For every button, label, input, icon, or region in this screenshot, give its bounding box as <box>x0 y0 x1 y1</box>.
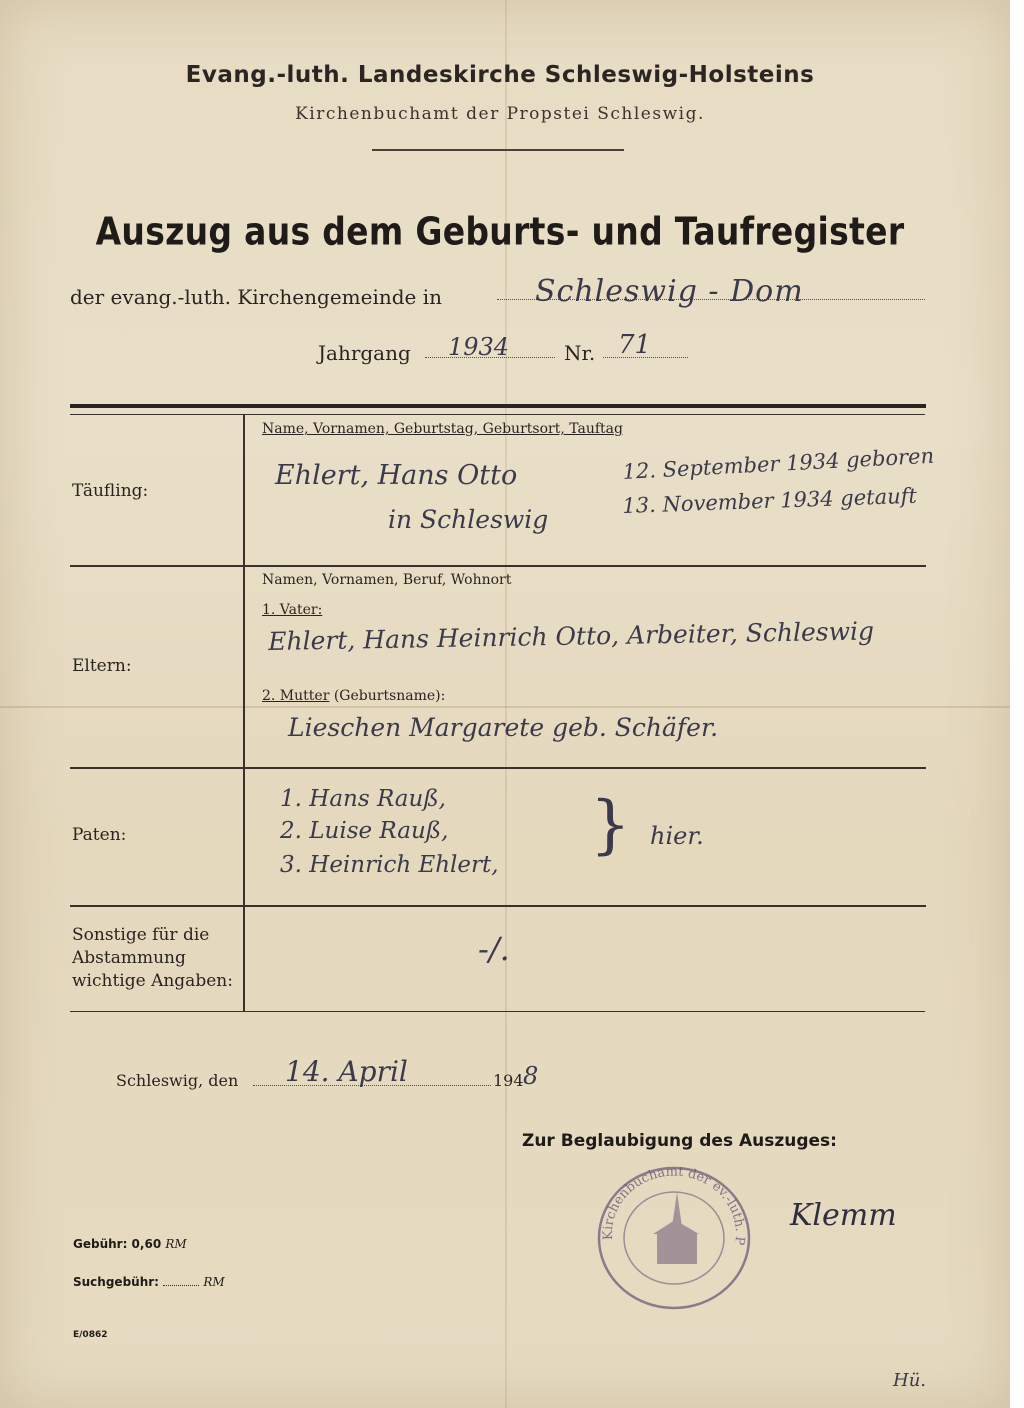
baptized-column-header: Name, Vornamen, Geburtstag, Geburtsort, Tauftag <box>262 421 623 437</box>
other-label-line: Abstammung <box>72 948 186 968</box>
table-row-divider <box>70 905 926 907</box>
godparent-item: 2. Luise Rauß, <box>280 818 449 844</box>
church-seal-stamp <box>595 1164 753 1312</box>
other-value: -/. <box>478 930 510 968</box>
parents-label: Eltern: <box>72 656 132 676</box>
year-prefix: 194 <box>493 1071 524 1090</box>
godparents-location: hier. <box>650 822 704 850</box>
mother-label-suffix: (Geburtsname): <box>333 688 446 704</box>
number-value: 71 <box>618 330 652 360</box>
baptized-label: Täufling: <box>72 481 149 501</box>
place-label: Schleswig, den <box>116 1071 239 1090</box>
search-fee-row <box>73 1275 225 1289</box>
other-label <box>72 924 233 993</box>
svg-text:Kirchenbuchamt der ev.-luth. P: Kirchenbuchamt der ev.-luth. P <box>600 1164 748 1246</box>
year-value: 1934 <box>448 333 510 361</box>
fee-label: Gebühr: 0,60 <box>73 1237 162 1251</box>
father-label: 1. Vater: <box>262 602 323 618</box>
other-label-line: wichtige Angaben: <box>72 971 233 991</box>
mother-label: 2. Mutter <box>262 688 330 704</box>
fee-row <box>73 1237 187 1251</box>
form-number: E/0862 <box>73 1330 108 1340</box>
parents-column-header: Namen, Vornamen, Beruf, Wohnort <box>262 572 512 588</box>
table-row-divider <box>70 565 926 567</box>
header-divider <box>372 149 624 151</box>
table-column-divider <box>243 414 245 1012</box>
year-label: Jahrgang <box>318 341 411 365</box>
godparent-item: 1. Hans Rauß, <box>280 786 446 812</box>
number-label: Nr. <box>564 341 596 365</box>
baptized-birth: 12. September 1934 geboren <box>622 443 935 484</box>
church-header: Evang.-luth. Landeskirche Schleswig-Holsteins <box>185 62 815 88</box>
signature: Klemm <box>790 1198 897 1233</box>
other-label-line: Sonstige für die <box>72 925 210 945</box>
godparents-label: Paten: <box>72 825 127 845</box>
table-top-rule <box>70 404 926 408</box>
table-row-divider <box>70 767 926 769</box>
parish-label: der evang.-luth. Kirchengemeinde in <box>70 285 443 309</box>
baptized-name: Ehlert, Hans Otto <box>275 460 518 491</box>
search-fee-dotted-line <box>163 1285 199 1286</box>
year-suffix: 8 <box>523 1062 539 1090</box>
date-value: 14. April <box>285 1055 408 1088</box>
corner-initials: Hü. <box>893 1370 927 1391</box>
mother-value: Lieschen Margarete geb. Schäfer. <box>288 713 719 742</box>
certification-heading: Zur Beglaubigung des Auszuges: <box>522 1131 837 1151</box>
godparent-item: 3. Heinrich Ehlert, <box>280 852 499 878</box>
search-fee-label: Suchgebühr: <box>73 1275 159 1289</box>
mother-label-row <box>262 688 445 704</box>
father-value: Ehlert, Hans Heinrich Otto, Arbeiter, Schleswig <box>268 616 875 656</box>
document-title: Auszug aus dem Geburts- und Taufregister <box>95 209 905 254</box>
search-fee-currency: RM <box>203 1275 225 1289</box>
godparents-brace: } <box>590 788 631 862</box>
office-header: Kirchenbuchamt der Propstei Schleswig. <box>295 104 705 124</box>
baptized-baptism: 13. November 1934 getauft <box>622 483 918 518</box>
fee-currency: RM <box>165 1237 187 1251</box>
baptized-place: in Schleswig <box>388 505 549 534</box>
parish-value: Schleswig - Dom <box>535 274 804 309</box>
